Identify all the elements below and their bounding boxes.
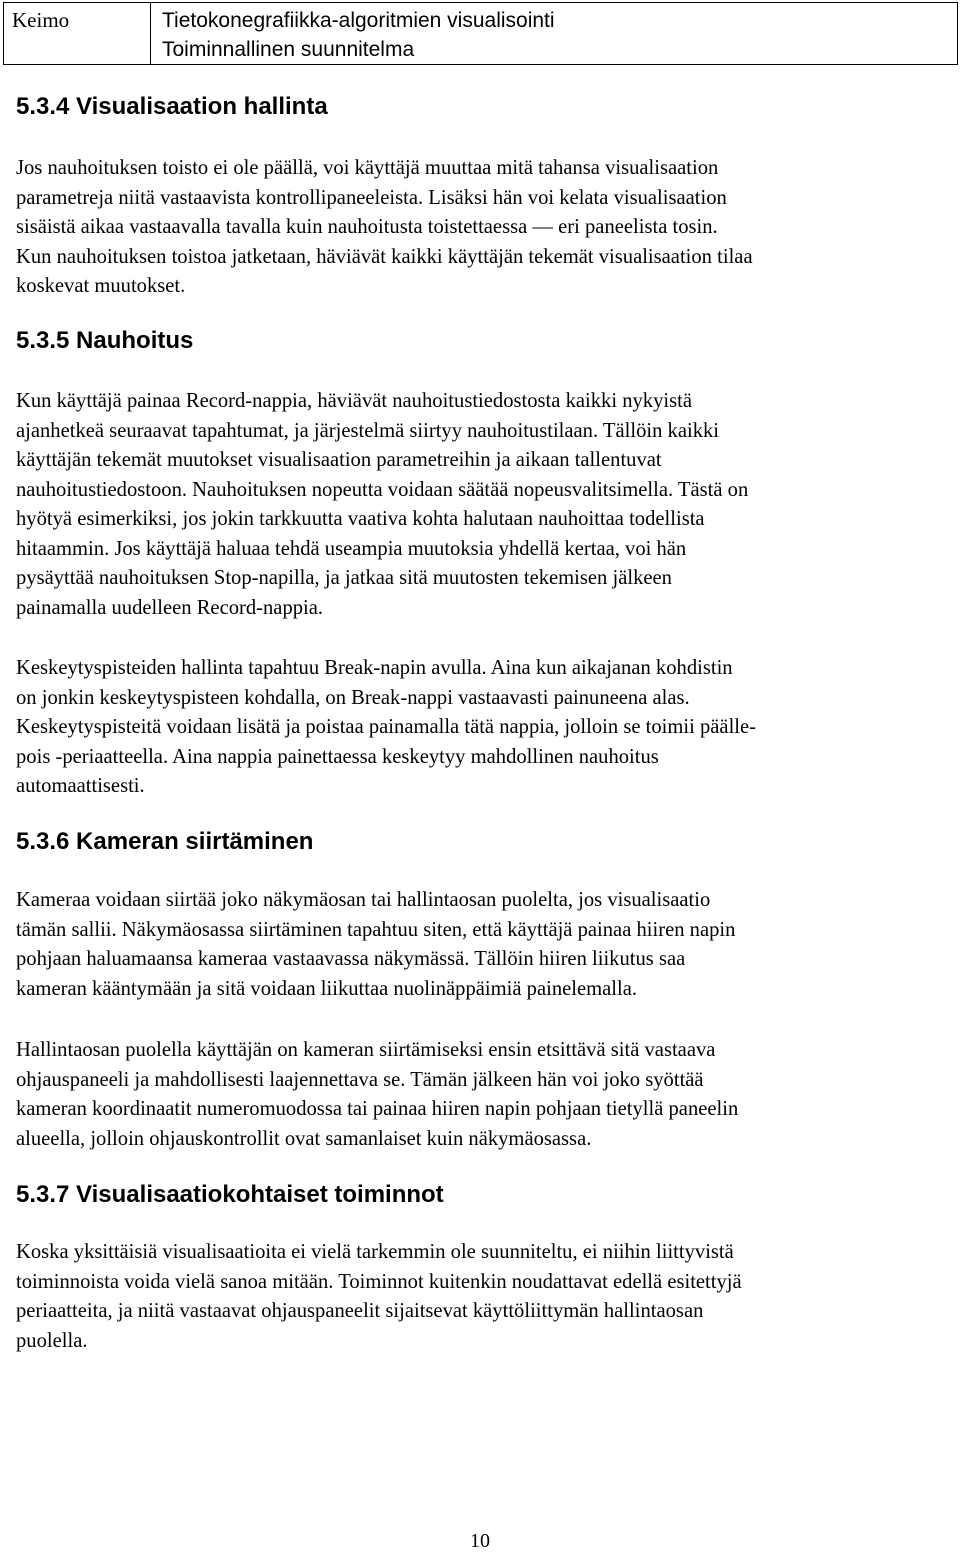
paragraph-534-1: [16, 154, 946, 302]
text-line: nauhoitustiedostoon. Nauhoituksen nopeutta voidaan säätää nopeusvalitsimella. Tästä on: [16, 478, 749, 501]
paragraph-537-1: [16, 1238, 946, 1356]
text-line: Hallintaosan puolella käyttäjän on kameran siirtämiseksi ensin etsittävä sitä vastaava: [16, 1039, 716, 1061]
text-line: hyötyä esimerkiksi, jos jokin tarkkuutta vaativa kohta halutaan nauhoittaa todellista: [16, 508, 705, 530]
text-line: Kun nauhoituksen toistoa jatketaan, häviävät kaikki käyttäjän tekemät visualisaation tilaa: [16, 245, 753, 268]
header-subtitle: Toiminnallinen suunnitelma: [162, 38, 415, 61]
text-line: Kameraa voidaan siirtää joko näkymäosan tai hallintaosan puolelta, jos visualisaatio: [16, 889, 711, 911]
paragraph-535-1: [16, 387, 946, 623]
text-line: hitaammin. Jos käyttäjä haluaa tehdä useampia muutoksia yhdellä kertaa, voi hän: [16, 537, 687, 560]
text-line: ohjauspaneeli ja mahdollisesti laajennettava se. Tämän jälkeen hän voi joko syöttää: [16, 1068, 704, 1091]
section-heading-537: 5.3.7 Visualisaatiokohtaiset toiminnot: [16, 1181, 444, 1208]
section-heading-535: 5.3.5 Nauhoitus: [16, 327, 194, 354]
paragraph-536-1: [16, 886, 946, 1004]
text-line: ajanhetkeä seuraavat tapahtumat, ja järjestelmä siirtyy nauhoitustilaan. Tällöin kaikki: [16, 419, 720, 442]
text-line: pois -periaatteella. Aina nappia painettaessa keskeytyy mahdollinen nauhoitus: [16, 745, 659, 768]
text-line: Jos nauhoituksen toisto ei ole päällä, voi käyttäjä muuttaa mitä tahansa visualisaation: [16, 157, 719, 179]
section-heading-534: 5.3.4 Visualisaation hallinta: [16, 93, 328, 120]
text-line: toiminnoista voida vielä sanoa mitään. Toiminnot kuitenkin noudattavat edellä esitettyjä: [16, 1270, 742, 1293]
text-line: sisäistä aikaa vastaavalla tavalla kuin nauhoitusta toistettaessa — eri paneelista tosin.: [16, 216, 718, 238]
section-heading-536: 5.3.6 Kameran siirtäminen: [16, 828, 314, 855]
text-line: on jonkin keskeytyspisteen kohdalla, on Break-nappi vastaavasti painuneena alas.: [16, 686, 690, 709]
header-title-cell: [151, 3, 958, 65]
text-line: Keskeytyspisteitä voidaan lisätä ja poistaa painamalla tätä nappia, jolloin se toimii päälle-: [16, 716, 757, 738]
text-line: periaatteita, ja niitä vastaavat ohjauspaneelit sijaitsevat käyttöliittymän hallintaosan: [16, 1300, 704, 1322]
text-line: alueella, jolloin ohjauskontrollit ovat samanlaiset kuin näkymäosassa.: [16, 1127, 592, 1150]
page-header: [3, 2, 958, 65]
text-line: Koska yksittäisiä visualisaatioita ei vielä tarkemmin ole suunniteltu, ei niihin liittyvistä: [16, 1241, 734, 1263]
text-line: pysäyttää nauhoituksen Stop-napilla, ja jatkaa sitä muutosten tekemisen jälkeen: [16, 567, 672, 589]
header-author: Keimo: [4, 3, 151, 65]
text-line: Kun käyttäjä painaa Record-nappia, häviävät nauhoitustiedostosta kaikki nykyistä: [16, 390, 692, 412]
paragraph-535-2: [16, 654, 946, 802]
text-line: kameran koordinaatit numeromuodossa tai painaa hiiren napin pohjaan tietyllä paneelin: [16, 1098, 739, 1120]
text-line: puolella.: [16, 1329, 88, 1352]
page-number: 10: [470, 1530, 490, 1552]
text-line: painamalla uudelleen Record-nappia.: [16, 596, 324, 619]
text-line: pohjaan haluamaansa kameraa vastaavassa näkymässä. Tällöin hiiren liikutus saa: [16, 948, 686, 970]
paragraph-536-2: [16, 1036, 946, 1154]
text-line: Keskeytyspisteiden hallinta tapahtuu Break-napin avulla. Aina kun aikajanan kohdistin: [16, 657, 733, 679]
text-line: kameran kääntymään ja sitä voidaan liikuttaa nuolinäppäimiä painelemalla.: [16, 977, 638, 1000]
text-line: tämän sallii. Näkymäosassa siirtäminen tapahtuu siten, että käyttäjä painaa hiiren napin: [16, 918, 736, 941]
text-line: automaattisesti.: [16, 775, 145, 797]
text-line: parametreja niitä vastaavista kontrollipaneeleista. Lisäksi hän voi kelata visualisaation: [16, 186, 727, 209]
header-title: Tietokonegrafiikka-algoritmien visualisointi: [162, 9, 555, 32]
text-line: käyttäjän tekemät muutokset visualisaation parametreihin ja aikaan tallentuvat: [16, 449, 662, 471]
text-line: koskevat muutokset.: [16, 275, 186, 297]
